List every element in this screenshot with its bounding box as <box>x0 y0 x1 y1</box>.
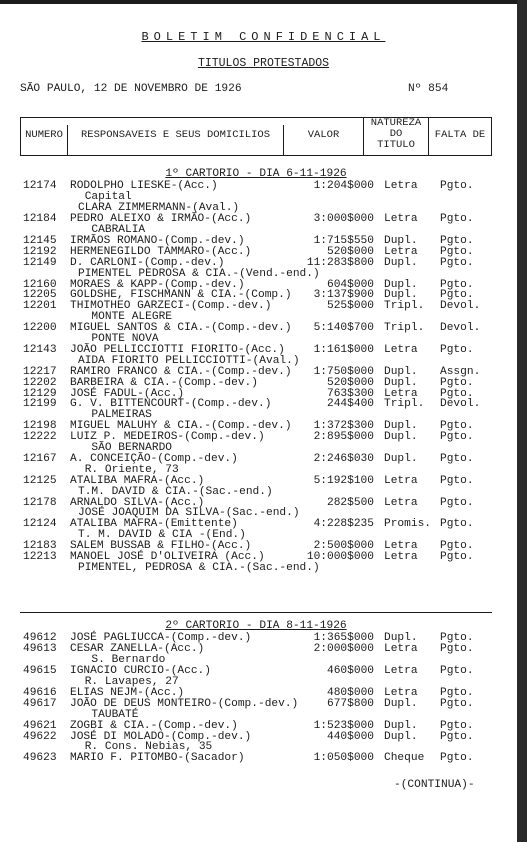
entry-value: 2:500$000 <box>313 540 374 553</box>
entry-value: 440$000 <box>327 730 374 743</box>
entry-nature: Letra <box>384 686 418 699</box>
column-header-numero: NUMERO <box>25 129 63 141</box>
entry-responsible: A. CONCEIÇÃO-(Comp.-dev.) <box>70 452 238 465</box>
entry-detail: S. Bernardo <box>78 654 166 667</box>
entry-nature: Letra <box>384 551 418 563</box>
table-header-bottom-rule <box>20 155 492 156</box>
entry-nature: Cheque <box>384 752 425 765</box>
entry-responsible: BARBEIRA & CIA.-(Comp.-dev.) <box>70 376 258 389</box>
entry-value: 520$000 <box>327 376 374 389</box>
entry-number: 49623 <box>23 752 57 765</box>
entry-value: 525$000 <box>327 300 374 313</box>
entry-nature: Dupl. <box>384 697 418 710</box>
entry-value: 1:204$000 <box>313 180 374 193</box>
entry-value: 677$800 <box>327 697 374 710</box>
entry-number: 12178 <box>23 496 57 509</box>
entry-falta: Pgto. <box>440 551 474 563</box>
entry-detail: PIMENTEL PEDROSA & CIA.-(Vend.-end.) <box>78 267 320 280</box>
entry-number: 49622 <box>23 730 57 743</box>
entry-nature: Promis. <box>384 518 431 531</box>
entry-value: 5:192$100 <box>313 474 374 487</box>
column-header-valor: VALOR <box>307 129 340 141</box>
entry-detail: T. M. DAVID & CIA -(End.) <box>78 529 246 542</box>
entry-falta: Pgto. <box>440 245 474 258</box>
entry-nature: Letra <box>384 343 418 356</box>
entry-responsible: MARIO F. PITOMBO-(Sacador) <box>70 752 245 765</box>
entry-responsible: MANOEL JOSÉ D'OLIVEIRA (Acc.) <box>70 551 265 563</box>
entry-falta: Pgto. <box>440 496 474 509</box>
entry-responsible: ATALIBA MAFRA-(Acc.) <box>70 474 205 487</box>
entry-nature: Letra <box>384 665 418 678</box>
entry-falta: Devol. <box>440 300 481 313</box>
entry-falta: Pgto. <box>440 665 474 678</box>
entry-responsible: JOSÉ PAGLIUCCA-(Comp.-dev.) <box>70 632 252 645</box>
entry-nature: Dupl. <box>384 730 418 743</box>
dateline: SÃO PAULO, 12 DE NOVEMBRO DE 1926 <box>20 83 242 95</box>
entry-number: 12149 <box>23 256 57 269</box>
entry-value: 3:000$000 <box>313 213 374 226</box>
entry-responsible: ZOGBI & CIA.-(Comp.-dev.) <box>70 719 238 732</box>
entry-nature: Letra <box>384 540 418 553</box>
entry-responsible: ELIAS NEJM-(Acc.) <box>70 686 185 699</box>
entry-number: 12125 <box>23 474 57 487</box>
entry-number: 12201 <box>23 300 57 313</box>
section-divider-rule <box>20 612 492 613</box>
entry-falta: Pgto. <box>440 540 474 553</box>
entry-nature: Letra <box>384 213 418 226</box>
entry-responsible: SALEM BUSSAB & FILHO-(Acc.) <box>70 540 252 553</box>
entry-falta: Pgto. <box>440 431 474 444</box>
entry-falta: Pgto. <box>440 376 474 389</box>
entry-falta: Pgto. <box>440 452 474 465</box>
entry-nature: Dupl. <box>384 365 418 378</box>
entry-falta: Pgto. <box>440 697 474 710</box>
entry-number: 12200 <box>23 322 57 335</box>
entry-falta: Pgto. <box>440 730 474 743</box>
entry-nature: Dupl. <box>384 420 418 433</box>
entry-number: 12217 <box>23 365 57 378</box>
entry-falta: Pgto. <box>440 343 474 356</box>
entry-nature: Letra <box>384 387 418 400</box>
entry-falta: Devol. <box>440 322 481 335</box>
entry-nature: Dupl. <box>384 376 418 389</box>
entry-value: 2:000$000 <box>313 643 374 656</box>
entry-nature: Dupl. <box>384 431 418 444</box>
entry-falta: Pgto. <box>440 474 474 487</box>
entry-value: 1:161$000 <box>313 343 374 356</box>
entry-detail: JOSÉ JOAQUIM DA SILVA-(Sac.-end.) <box>78 507 300 520</box>
entry-number: 49617 <box>23 697 57 710</box>
entry-detail: AIDA FIORITO PELLICCIOTTI-(Aval.) <box>78 354 300 367</box>
entry-responsible: JOÃO DE DEUS MONTEIRO-(Comp.-dev.) <box>70 697 299 710</box>
entry-value: 763$300 <box>327 387 374 400</box>
entry-falta: Pgto. <box>440 180 474 193</box>
entry-falta: Devol. <box>440 398 481 411</box>
entry-value: 520$000 <box>327 245 374 258</box>
entry-detail: PIMENTEL, PEDROSA & CIA.-(Sac.-end.) <box>78 561 320 574</box>
entry-responsible: G. V. BITTENCOURT-(Comp.-dev.) <box>70 398 272 411</box>
column-divider <box>491 117 492 155</box>
entry-falta: Pgto. <box>440 752 474 765</box>
entry-falta: Pgto. <box>440 632 474 645</box>
entry-responsible: IGNACIO CURCIO-(Acc.) <box>70 665 211 678</box>
entry-number: 12198 <box>23 420 57 433</box>
entry-responsible: MORAES & KAPP-(Comp.-dev.) <box>70 278 245 291</box>
entry-number: 12160 <box>23 278 57 291</box>
entry-value: 1:372$300 <box>313 420 374 433</box>
entry-falta: Pgto. <box>440 387 474 400</box>
entry-value: 1:750$000 <box>313 365 374 378</box>
entry-nature: Letra <box>384 496 418 509</box>
entry-number: 12183 <box>23 540 57 553</box>
section-heading: 1º CARTORIO - DIA 6-11-1926 <box>165 168 347 180</box>
entry-responsible: GOLDSHE, FISCHMANN & CIA.-(Comp.) <box>70 289 292 302</box>
entry-value: 460$000 <box>327 665 374 678</box>
document-number: Nº 854 <box>408 83 449 95</box>
entry-number: 12167 <box>23 452 57 465</box>
entry-detail: CABRALIA <box>78 224 146 236</box>
entry-nature: Tripl. <box>384 322 425 335</box>
entry-responsible: MIGUEL SANTOS & CIA.-(Comp.-dev.) <box>70 322 292 335</box>
entry-detail: PALMEIRAS <box>78 409 152 422</box>
entry-responsible: ARNALDO SILVA-(Acc.) <box>70 496 205 509</box>
entry-responsible: JOSÉ DI MOLADO-(Comp.-dev.) <box>70 730 252 743</box>
entry-detail: R. Lavapes, 27 <box>78 676 179 688</box>
entry-nature: Dupl. <box>384 719 418 732</box>
entry-falta: Pgto. <box>440 643 474 656</box>
entry-number: 49612 <box>23 632 57 645</box>
entry-falta: Pgto. <box>440 420 474 433</box>
entry-detail: CLARA ZIMMERMANN-(Aval.) <box>78 202 240 215</box>
entry-value: 1:365$000 <box>313 632 374 645</box>
entry-value: 1:523$000 <box>313 719 374 732</box>
entry-responsible: RODOLPHO LIESKE-(Acc.) <box>70 180 218 193</box>
entry-number: 12213 <box>23 551 57 563</box>
entry-detail: TAUBATÉ <box>78 708 139 721</box>
entry-nature: Letra <box>384 245 418 258</box>
entry-responsible: JOÃO PELLICCIOTTI FIORITO-(Acc.) <box>70 343 285 356</box>
entry-detail: T.M. DAVID & CIA.-(Sac.-end.) <box>78 485 273 498</box>
column-header-responsaveis: RESPONSAVEIS E SEUS DOMICILIOS <box>80 129 271 141</box>
entry-number: 12174 <box>23 180 57 193</box>
entry-responsible: ATALIBA MAFRA-(Emittente) <box>70 518 238 531</box>
entry-number: 12184 <box>23 213 57 226</box>
entry-nature: Dupl. <box>384 234 418 247</box>
entry-number: 12124 <box>23 518 57 531</box>
entry-responsible: RAMIRO FRANCO & CIA.-(Comp.-dev.) <box>70 365 292 378</box>
entry-nature: Tripl. <box>384 300 425 313</box>
entry-responsible: LUIZ P. MEDEIROS-(Comp.-dev.) <box>70 431 265 444</box>
entry-detail: R. Cons. Nebias, 35 <box>78 741 213 754</box>
entry-value: 1:715$550 <box>313 234 374 247</box>
entry-detail: R. Oriente, 73 <box>78 463 179 476</box>
entry-value: 11:283$800 <box>306 256 374 269</box>
scan-edge <box>0 0 527 4</box>
entry-number: 12192 <box>23 245 57 258</box>
page-subtitle: TITULOS PROTESTADOS <box>197 57 330 70</box>
entry-nature: Dupl. <box>384 289 418 302</box>
entry-value: 282$500 <box>327 496 374 509</box>
entry-nature: Tripl. <box>384 398 425 411</box>
entry-falta: Pgto. <box>440 213 474 226</box>
entry-value: 3:137$900 <box>313 289 374 302</box>
entry-responsible: HERMENEGILDO TAMMARO-(Acc.) <box>70 245 252 258</box>
entry-number: 12222 <box>23 431 57 444</box>
entry-number: 49615 <box>23 665 57 678</box>
page-title: BOLETIM CONFIDENCIAL <box>141 30 386 44</box>
entry-value: 604$000 <box>327 278 374 291</box>
column-header-falta: FALTA DE <box>434 129 486 141</box>
entry-responsible: JOSÉ FADUL-(Acc.) <box>70 387 185 400</box>
entry-number: 12145 <box>23 234 57 247</box>
scan-edge <box>517 0 527 842</box>
entry-value: 244$400 <box>327 398 374 411</box>
entry-value: 10:000$000 <box>306 551 374 563</box>
entry-nature: Letra <box>384 180 418 193</box>
entry-falta: Pgto. <box>440 518 474 531</box>
entry-responsible: CESAR ZANELLA-(Acc.) <box>70 643 205 656</box>
entry-value: 2:246$030 <box>313 452 374 465</box>
entry-responsible: THIMOTHEO GARZECI-(Comp.-dev.) <box>70 300 272 313</box>
entry-responsible: IRMÃOS ROMANO-(Comp.-dev.) <box>70 234 245 247</box>
entry-falta: Pgto. <box>440 256 474 269</box>
entry-detail: SÃO BERNARDO <box>78 442 172 454</box>
continua-note: -(CONTINUA)- <box>394 779 475 791</box>
entry-responsible: PEDRO ALEIXO & IRMÃO-(Acc.) <box>70 213 252 226</box>
entry-responsible: D. CARLONI-(Comp.-dev.) <box>70 256 225 269</box>
entry-detail: PONTE NOVA <box>78 333 159 345</box>
entry-nature: Dupl. <box>384 256 418 269</box>
entry-nature: Dupl. <box>384 632 418 645</box>
entry-falta: Pgto. <box>440 289 474 302</box>
entry-falta: Pgto. <box>440 234 474 247</box>
entry-responsible: MIGUEL MALUHY & CIA.-(Comp.-dev.) <box>70 420 292 433</box>
entry-number: 12129 <box>23 387 57 400</box>
entry-nature: Dupl. <box>384 452 418 465</box>
entry-detail: MONTE ALEGRE <box>78 311 172 324</box>
entry-number: 12143 <box>23 343 57 356</box>
entry-falta: Pgto. <box>440 278 474 291</box>
entry-nature: Letra <box>384 643 418 656</box>
entry-value: 4:228$235 <box>313 518 374 531</box>
entry-falta: Assgn. <box>440 365 481 378</box>
section-heading: 2º CARTORIO - DIA 8-11-1926 <box>165 620 347 632</box>
entry-number: 12199 <box>23 398 57 411</box>
entry-nature: Letra <box>384 474 418 487</box>
column-header-natureza: NATUREZA DO TITULO <box>370 117 422 151</box>
entry-number: 49621 <box>23 719 57 732</box>
entry-value: 2:895$000 <box>313 431 374 444</box>
entry-number: 49613 <box>23 643 57 656</box>
entry-detail: Capital <box>78 191 132 204</box>
entry-number: 12205 <box>23 289 57 302</box>
entry-value: 1:050$000 <box>313 752 374 765</box>
entry-falta: Pgto. <box>440 719 474 732</box>
entry-nature: Dupl. <box>384 278 418 291</box>
entry-value: 5:140$700 <box>313 322 374 335</box>
entry-falta: Pgto. <box>440 686 474 699</box>
entry-number: 12202 <box>23 376 57 389</box>
entry-value: 480$000 <box>327 686 374 699</box>
entry-number: 49616 <box>23 686 57 699</box>
